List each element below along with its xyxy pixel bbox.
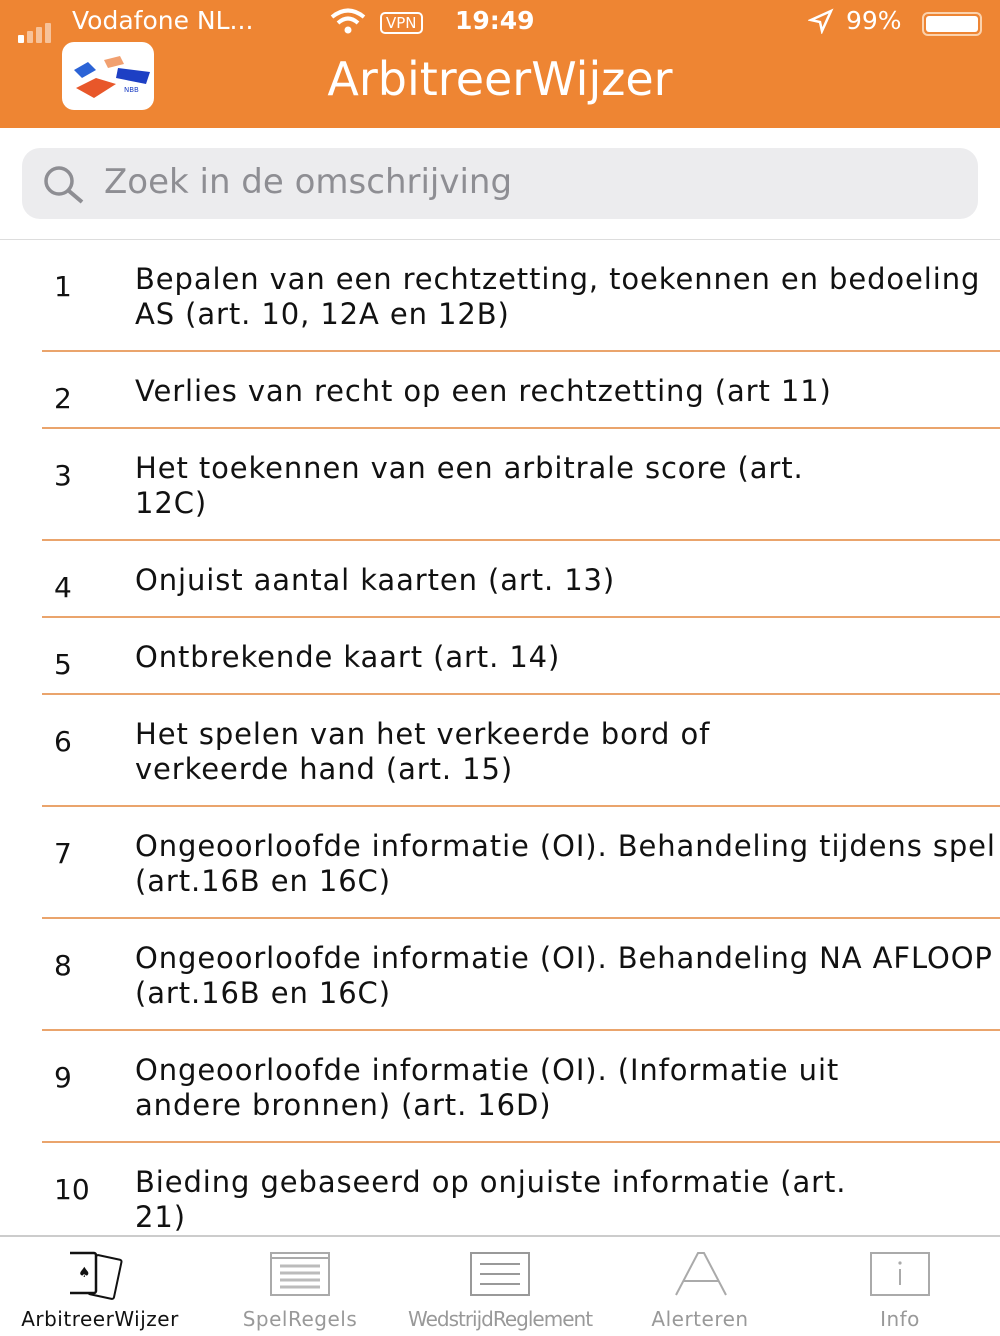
tab-bar bbox=[0, 1235, 1000, 1334]
tab-info[interactable] bbox=[800, 1237, 1000, 1336]
signal-icon bbox=[18, 14, 54, 43]
vpn-badge: VPN bbox=[380, 12, 423, 34]
cards-icon bbox=[70, 1249, 140, 1303]
tab-label: ArbitreerWijzer bbox=[21, 1307, 179, 1331]
tab-label: SpelRegels bbox=[242, 1307, 358, 1331]
item-number: 5 bbox=[54, 648, 72, 681]
item-text: Verlies van recht op een rechtzetting (art 11) bbox=[135, 374, 832, 408]
search-input[interactable] bbox=[22, 148, 978, 219]
logo-text: NBB bbox=[124, 86, 139, 94]
status-bar bbox=[0, 4, 1000, 38]
wifi-icon bbox=[330, 8, 366, 40]
tab-alerteren[interactable] bbox=[600, 1237, 800, 1336]
item-text: Het spelen van het verkeerde bord of verkeerde hand (art. 15) bbox=[135, 717, 711, 786]
tab-label: Alerteren bbox=[651, 1307, 749, 1331]
item-number: 4 bbox=[54, 571, 72, 604]
list-item[interactable] bbox=[42, 1143, 1000, 1235]
list-item[interactable] bbox=[42, 429, 1000, 541]
tab-label: WedstrijdReglement bbox=[407, 1307, 593, 1331]
tab-label: Info bbox=[880, 1307, 920, 1331]
tab-spelregels[interactable] bbox=[200, 1237, 400, 1336]
item-text: Onjuist aantal kaarten (art. 13) bbox=[135, 563, 616, 597]
battery-icon bbox=[922, 12, 982, 36]
list-item[interactable] bbox=[42, 1031, 1000, 1143]
item-text: Bieding gebaseerd op onjuiste informatie (art. 21) bbox=[135, 1165, 847, 1234]
search-placeholder: Zoek in de omschrijving bbox=[104, 162, 513, 202]
info-icon bbox=[870, 1249, 932, 1303]
item-number: 3 bbox=[54, 459, 72, 492]
item-text: Bepalen van een rechtzetting, toekennen en bedoeling AS (art. 10, 12A en 12B) bbox=[135, 262, 981, 331]
list-item[interactable] bbox=[42, 541, 1000, 618]
item-text: Ontbrekende kaart (art. 14) bbox=[135, 640, 561, 674]
item-number: 9 bbox=[54, 1061, 72, 1094]
letter-a-icon bbox=[670, 1249, 732, 1303]
item-text: Ongeoorloofde informatie (OI). Behandeling NA AFLOOP (art.16B en 16C) bbox=[135, 941, 993, 1010]
list-item[interactable] bbox=[42, 618, 1000, 695]
list-icon bbox=[270, 1249, 332, 1303]
location-icon bbox=[808, 8, 834, 40]
list-item[interactable] bbox=[42, 807, 1000, 919]
item-text: Het toekennen van een arbitrale score (art. 12C) bbox=[135, 451, 804, 520]
list-item[interactable] bbox=[42, 352, 1000, 429]
list-item[interactable] bbox=[42, 695, 1000, 807]
list-item[interactable] bbox=[42, 240, 1000, 352]
svg-text:♠: ♠ bbox=[78, 1265, 91, 1281]
item-text: Ongeoorloofde informatie (OI). Behandeling tijdens spel (art.16B en 16C) bbox=[135, 829, 996, 898]
document-icon bbox=[470, 1249, 532, 1303]
item-number: 8 bbox=[54, 949, 72, 982]
item-number: 10 bbox=[54, 1173, 90, 1206]
battery-percent: 99% bbox=[846, 6, 902, 35]
app-header bbox=[0, 0, 1000, 128]
topic-list bbox=[0, 240, 1000, 1235]
list-item[interactable] bbox=[42, 919, 1000, 1031]
item-number: 1 bbox=[54, 270, 72, 303]
tab-arbitreerwijzer[interactable] bbox=[0, 1237, 200, 1336]
item-text: Ongeoorloofde informatie (OI). (Informatie uit andere bronnen) (art. 16D) bbox=[135, 1053, 840, 1122]
item-number: 7 bbox=[54, 837, 72, 870]
tab-wedstrijdreglement[interactable] bbox=[400, 1237, 600, 1336]
clock: 19:49 bbox=[455, 6, 535, 35]
app-title: ArbitreerWijzer bbox=[327, 52, 673, 106]
item-number: 6 bbox=[54, 725, 72, 758]
search-icon bbox=[42, 164, 86, 204]
item-number: 2 bbox=[54, 382, 72, 415]
carrier: Vodafone NL... bbox=[72, 6, 254, 35]
